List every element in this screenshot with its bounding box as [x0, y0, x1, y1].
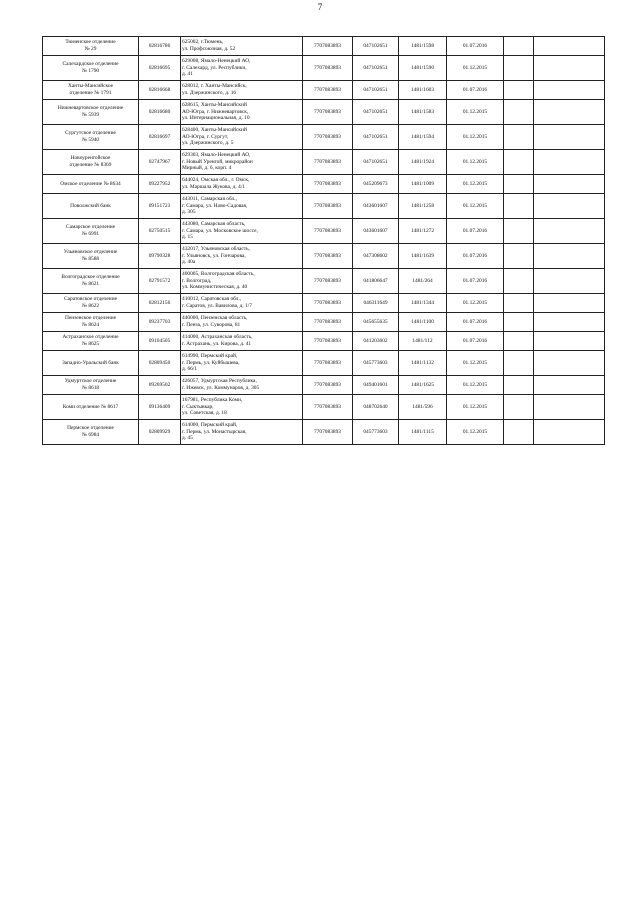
address-cell: [181, 294, 303, 313]
okpo-code-cell: 02816695: [139, 56, 181, 81]
address-cell: [181, 332, 303, 351]
address-line: АО-Югра, г. Нижневартовск,: [182, 108, 249, 115]
branch-name-cell: [43, 56, 139, 81]
bik-cell: 045209673: [353, 175, 399, 194]
branch-name-cell: [43, 125, 139, 150]
bik-cell: 047102651: [353, 81, 399, 100]
empty-cell-last: [534, 420, 605, 445]
branch-name-line: № 8622: [81, 303, 100, 309]
address-cell: [181, 100, 303, 125]
address-line: 414000, Астраханская область,: [182, 334, 253, 341]
branch-name-cell: [43, 269, 139, 294]
empty-cell: [504, 351, 534, 376]
address-cell: [181, 313, 303, 332]
address-line: г. Пермь, ул. Монастырская,: [182, 428, 247, 435]
date-cell: 01.12.2015: [447, 100, 504, 125]
branch-name-line: № 8625: [81, 341, 100, 347]
empty-cell-last: [534, 81, 605, 100]
address-line: г. Салехард, ул. Республики,: [182, 64, 247, 71]
inn-cell: 7707083893: [303, 56, 353, 81]
table-row: [43, 313, 605, 332]
address-line: 628400, Ханты-Мансийский: [182, 127, 247, 134]
branch-name-line: Удмуртское отделение: [64, 378, 117, 385]
branch-name-line: № 5939: [81, 112, 100, 118]
empty-cell-last: [534, 219, 605, 244]
empty-cell-last: [534, 294, 605, 313]
empty-cell: [504, 194, 534, 219]
date-cell: 01.12.2015: [447, 376, 504, 395]
address-line: г. Саратов, ул. Вавилова, д. 1/7: [182, 303, 252, 309]
branch-name-line: Астраханское отделение: [62, 334, 119, 341]
license-cell: 1481/1100: [399, 313, 447, 332]
address-line: Мирный, д. 6, корп. 4: [182, 165, 232, 172]
table-row: [43, 219, 605, 244]
branch-name-line: Омское отделение № 8634: [60, 180, 121, 187]
date-cell: 01.07.2016: [447, 81, 504, 100]
address-line: 629303, Ямало-Ненецкий АО,: [182, 152, 251, 159]
license-cell: 1481/1924: [399, 150, 447, 175]
inn-cell: 7707083893: [303, 219, 353, 244]
empty-cell-last: [534, 100, 605, 125]
branch-name-line: Ульяновское отделение: [63, 249, 118, 256]
license-cell: 1481/1258: [399, 194, 447, 219]
branch-name-line: отделение № 8369: [69, 162, 112, 168]
date-cell: 01.07.2016: [447, 219, 504, 244]
inn-cell: 7707083893: [303, 244, 353, 269]
okpo-code-cell: 09269502: [139, 376, 181, 395]
branch-name-line: № 5940: [81, 137, 100, 143]
table-row: [43, 81, 605, 100]
date-cell: 01.12.2015: [447, 150, 504, 175]
license-cell: 1481/1009: [399, 175, 447, 194]
branch-name-line: № 6984: [81, 432, 100, 438]
bik-cell: 047308602: [353, 244, 399, 269]
branch-name-line: Сургутское отделение: [65, 130, 116, 137]
inn-cell: 7707083893: [303, 351, 353, 376]
bik-cell: 041203602: [353, 332, 399, 351]
date-cell: 01.12.2015: [447, 56, 504, 81]
address-cell: [181, 420, 303, 445]
address-line: г. Ульяновск, ул. Гончарова,: [182, 252, 246, 259]
inn-cell: 7707083893: [303, 125, 353, 150]
address-line: 410012, Саратовская обл.,: [182, 296, 242, 303]
branch-name-line: № 8588: [81, 256, 100, 262]
empty-cell: [504, 56, 534, 81]
address-cell: [181, 125, 303, 150]
date-cell: 01.07.2016: [447, 269, 504, 294]
date-cell: 01.12.2015: [447, 294, 504, 313]
okpo-code-cell: 09790328: [139, 244, 181, 269]
inn-cell: 7707083893: [303, 376, 353, 395]
empty-cell-last: [534, 351, 605, 376]
table-row: [43, 100, 605, 125]
branch-name-line: Пермское отделение: [67, 425, 114, 432]
registry-body: [43, 37, 605, 445]
table-row: [43, 395, 605, 420]
address-line: ул. Профсоюзная, д. 52: [182, 46, 236, 52]
table-row: [43, 244, 605, 269]
address-line: ул. Маршала Жукова, д. 4/1: [182, 184, 245, 190]
date-cell: 01.12.2015: [447, 175, 504, 194]
branch-name-line: Самарское отделение: [66, 224, 115, 231]
address-line: ул. Советская, д. 18: [182, 410, 227, 417]
address-line: г. Сыктывкар,: [182, 403, 214, 410]
branch-name-cell: [43, 313, 139, 332]
license-cell: 1481/1132: [399, 351, 447, 376]
empty-cell: [504, 175, 534, 194]
table-row: [43, 125, 605, 150]
empty-cell: [504, 395, 534, 420]
address-cell: [181, 150, 303, 175]
okpo-code-cell: 09151723: [139, 194, 181, 219]
branch-name-cell: [43, 194, 139, 219]
date-cell: 01.12.2015: [447, 351, 504, 376]
license-cell: 1481/112: [399, 332, 447, 351]
branch-registry-table: [42, 36, 605, 445]
empty-cell: [504, 294, 534, 313]
license-cell: 1481/1583: [399, 100, 447, 125]
address-line: 432017, Ульяновская область,: [182, 246, 250, 253]
table-row: [43, 376, 605, 395]
address-line: д. 305: [182, 209, 196, 216]
empty-cell: [504, 219, 534, 244]
address-cell: [181, 395, 303, 420]
branch-name-line: Коми отделение № 8617: [62, 403, 119, 410]
license-cell: 1481/1344: [399, 294, 447, 313]
bik-cell: 043601607: [353, 219, 399, 244]
address-line: ул. Интернациональная, д. 10: [182, 115, 250, 122]
branch-name-line: Волгоградское отделение: [61, 274, 120, 281]
address-line: 440000, Пензенская область,: [182, 315, 248, 322]
empty-cell: [504, 376, 534, 395]
branch-name-cell: [43, 100, 139, 125]
empty-cell-last: [534, 313, 605, 332]
okpo-code-cell: 02812156: [139, 294, 181, 313]
date-cell: 01.12.2015: [447, 420, 504, 445]
branch-name-cell: [43, 219, 139, 244]
date-cell: 01.07.2016: [447, 332, 504, 351]
address-line: 614000, Пермский край,: [182, 422, 238, 429]
license-cell: 1481/1603: [399, 81, 447, 100]
okpo-code-cell: 02809450: [139, 351, 181, 376]
address-line: ул. Дзержинского, д. 5: [182, 140, 234, 147]
okpo-code-cell: 02750515: [139, 219, 181, 244]
date-cell: 01.12.2015: [447, 395, 504, 420]
address-line: АО-Югра, г. Сургут,: [182, 133, 229, 140]
empty-cell: [504, 313, 534, 332]
okpo-code-cell: 02809929: [139, 420, 181, 445]
table-row: [43, 150, 605, 175]
address-line: д. 15: [182, 234, 193, 241]
branch-name-cell: [43, 244, 139, 269]
bik-cell: 045773603: [353, 351, 399, 376]
address-line: 426057, Удмуртская Республика,: [182, 378, 257, 385]
table-row: [43, 56, 605, 81]
table-row: [43, 37, 605, 56]
address-cell: [181, 376, 303, 395]
inn-cell: 7707083893: [303, 100, 353, 125]
address-cell: [181, 194, 303, 219]
address-line: 628615, Ханты-Мансийский: [182, 102, 247, 109]
okpo-code-cell: 09237703: [139, 313, 181, 332]
inn-cell: 7707083893: [303, 269, 353, 294]
branch-name-cell: [43, 150, 139, 175]
empty-cell-last: [534, 125, 605, 150]
empty-cell-last: [534, 37, 605, 56]
address-line: д. 40а: [182, 259, 196, 266]
license-cell: 1481/1639: [399, 244, 447, 269]
bik-cell: 048702640: [353, 395, 399, 420]
date-cell: 01.07.2016: [447, 37, 504, 56]
license-cell: 1481/1590: [399, 56, 447, 81]
okpo-code-cell: 02816680: [139, 100, 181, 125]
branch-name-cell: [43, 37, 139, 56]
branch-name-cell: [43, 332, 139, 351]
inn-cell: 7707083893: [303, 194, 353, 219]
license-cell: 1481/1594: [399, 125, 447, 150]
table-row: [43, 420, 605, 445]
branch-name-line: отделение № 1791: [69, 90, 112, 96]
branch-name-line: Ханты-Мансийское: [67, 83, 114, 90]
branch-name-line: № 8624: [81, 322, 100, 328]
branch-name-line: Новоуренгойское: [70, 155, 111, 162]
page-number: 7: [317, 2, 323, 12]
branch-name-line: № 29: [84, 46, 97, 52]
empty-cell: [504, 244, 534, 269]
bik-cell: 045773603: [353, 420, 399, 445]
address-cell: [181, 175, 303, 194]
table-row: [43, 332, 605, 351]
inn-cell: 7707083893: [303, 332, 353, 351]
address-line: д. 41: [182, 71, 193, 78]
empty-cell: [504, 269, 534, 294]
date-cell: 01.07.2016: [447, 313, 504, 332]
address-line: 628012, г. Ханты-Мансийск,: [182, 83, 247, 90]
branch-name-cell: [43, 395, 139, 420]
date-cell: 01.12.2015: [447, 125, 504, 150]
address-line: г. Пермь, ул. Куйбышева,: [182, 359, 240, 366]
bik-cell: 049401601: [353, 376, 399, 395]
empty-cell: [504, 150, 534, 175]
empty-cell-last: [534, 332, 605, 351]
branch-name-cell: [43, 420, 139, 445]
bik-cell: 043601607: [353, 194, 399, 219]
address-line: д. 45: [182, 435, 193, 442]
address-line: 443080, Самарская область,: [182, 221, 246, 228]
empty-cell-last: [534, 150, 605, 175]
license-cell: 1481/1598: [399, 37, 447, 56]
license-cell: 1481/596: [399, 395, 447, 420]
branch-name-line: Нижневартовское отделение: [57, 105, 124, 112]
address-line: ул. Коммунистическая, д. 40: [182, 284, 248, 291]
address-line: г. Самара, ул. Ново-Садовая,: [182, 202, 248, 209]
empty-cell: [504, 81, 534, 100]
bik-cell: 047102651: [353, 56, 399, 81]
address-line: г. Астрахань, ул. Кирова, д. 41: [182, 341, 252, 347]
empty-cell-last: [534, 269, 605, 294]
bik-cell: 047102651: [353, 100, 399, 125]
license-cell: 1481/264: [399, 269, 447, 294]
address-line: 629008, Ямало-Ненецкий АО,: [182, 58, 251, 65]
empty-cell-last: [534, 376, 605, 395]
bik-cell: 047102651: [353, 150, 399, 175]
inn-cell: 7707083893: [303, 294, 353, 313]
branch-name-cell: [43, 81, 139, 100]
okpo-code-cell: 02816697: [139, 125, 181, 150]
table-row: [43, 269, 605, 294]
bik-cell: 047102651: [353, 37, 399, 56]
empty-cell: [504, 332, 534, 351]
okpo-code-cell: 02791572: [139, 269, 181, 294]
address-cell: [181, 244, 303, 269]
okpo-code-cell: 09104505: [139, 332, 181, 351]
inn-cell: 7707083893: [303, 150, 353, 175]
license-cell: 1481/1625: [399, 376, 447, 395]
empty-cell: [504, 100, 534, 125]
empty-cell-last: [534, 244, 605, 269]
okpo-code-cell: 02816786: [139, 37, 181, 56]
address-line: 614990, Пермский край,: [182, 353, 238, 360]
branch-name-line: Тюменское отделение: [65, 39, 116, 46]
inn-cell: 7707083893: [303, 313, 353, 332]
address-line: 443011, Самарская обл.,: [182, 196, 237, 203]
branch-name-line: № 8621: [81, 281, 100, 287]
table-row: [43, 175, 605, 194]
date-cell: 01.07.2016: [447, 244, 504, 269]
address-line: г. Волгоград,: [182, 277, 212, 284]
address-cell: [181, 37, 303, 56]
okpo-code-cell: 09227952: [139, 175, 181, 194]
bik-cell: 041806647: [353, 269, 399, 294]
branch-name-line: № 1790: [81, 68, 100, 74]
table-row: [43, 351, 605, 376]
okpo-code-cell: 09136409: [139, 395, 181, 420]
address-cell: [181, 81, 303, 100]
address-line: ул. Дзержинского, д. 16: [182, 90, 237, 96]
bik-cell: 046311649: [353, 294, 399, 313]
empty-cell: [504, 420, 534, 445]
branch-name-line: Саратовское отделение: [64, 296, 117, 303]
address-line: 625002, г.Тюмень,: [182, 39, 224, 46]
bik-cell: 047102651: [353, 125, 399, 150]
branch-name-line: № 6991: [81, 231, 100, 237]
inn-cell: 7707083893: [303, 37, 353, 56]
empty-cell-last: [534, 56, 605, 81]
table-row: [43, 194, 605, 219]
branch-name-cell: [43, 294, 139, 313]
branch-name-line: № 8618: [81, 385, 100, 391]
address-line: 167981, Республика Коми,: [182, 397, 243, 404]
branch-name-line: Западно-Уральский банк: [62, 359, 119, 366]
address-cell: [181, 56, 303, 81]
address-cell: [181, 269, 303, 294]
address-line: г. Пенза, ул. Суворова, 81: [182, 322, 241, 328]
address-line: г. Самара, ул. Московское шоссе,: [182, 227, 258, 234]
branch-name-cell: [43, 351, 139, 376]
address-line: 644024, Омская обл., г. Омск,: [182, 177, 250, 184]
branch-name-cell: [43, 175, 139, 194]
license-cell: 1481/1272: [399, 219, 447, 244]
table-row: [43, 294, 605, 313]
okpo-code-cell: 02816668: [139, 81, 181, 100]
address-line: г. Новый Уренгой, микрорайон: [182, 158, 253, 165]
address-cell: [181, 219, 303, 244]
address-cell: [181, 351, 303, 376]
license-cell: 1481/1115: [399, 420, 447, 445]
branch-name-line: Салехардское отделение: [62, 61, 119, 68]
address-line: д. 66/1: [182, 366, 198, 373]
empty-cell-last: [534, 175, 605, 194]
empty-cell-last: [534, 194, 605, 219]
branch-name-line: Пензенское отделение: [64, 315, 117, 322]
date-cell: 01.12.2015: [447, 194, 504, 219]
empty-cell: [504, 37, 534, 56]
inn-cell: 7707083893: [303, 395, 353, 420]
branch-name-line: Поволжский банк: [70, 202, 111, 209]
inn-cell: 7707083893: [303, 175, 353, 194]
address-line: 400005, Волгоградская область,: [182, 271, 255, 278]
okpo-code-cell: 02747967: [139, 150, 181, 175]
empty-cell: [504, 125, 534, 150]
address-line: г. Ижевск, ул. Коммунаров, д. 305: [182, 385, 260, 391]
branch-name-cell: [43, 376, 139, 395]
empty-cell-last: [534, 395, 605, 420]
bik-cell: 045655635: [353, 313, 399, 332]
inn-cell: 7707083893: [303, 81, 353, 100]
inn-cell: 7707083893: [303, 420, 353, 445]
